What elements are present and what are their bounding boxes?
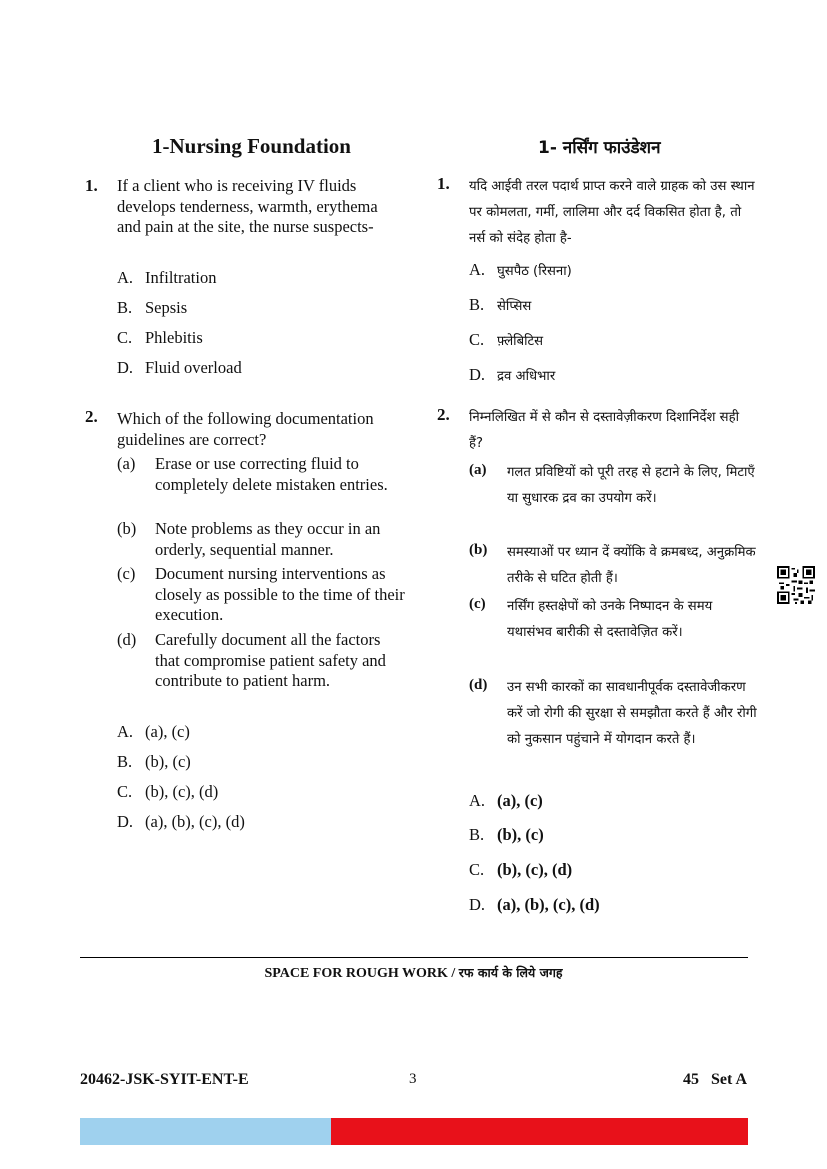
- option-letter: A.: [469, 260, 486, 279]
- statement-text: नर्सिंग हस्तक्षेपों को उनके निष्पादन के समय यथासंभव बारीकी से दस्तावेज़ित करें।: [507, 599, 713, 640]
- statement-label: (b): [117, 519, 137, 538]
- option-letter: D.: [117, 358, 134, 377]
- statement-text: Carefully document all the factors that compromise patient safety and contribute to patient harm.: [155, 630, 386, 690]
- statement-label: (a): [469, 462, 487, 478]
- option-c: [469, 860, 572, 880]
- set-label: 45 Set A: [683, 1071, 747, 1088]
- rough-work-hindi: रफ कार्य के लिये जगह: [458, 965, 563, 980]
- statement-label: (b): [469, 542, 488, 558]
- option-letter: D.: [469, 365, 486, 384]
- statement-text: Erase or use correcting fluid to completely delete mistaken entries.: [155, 454, 388, 494]
- statement-d: [469, 675, 759, 781]
- question-number: 1.: [85, 176, 98, 195]
- question-number: 1.: [437, 174, 450, 193]
- option-b: [117, 752, 191, 772]
- english-section-title: 1-Nursing Foundation: [152, 134, 351, 158]
- question-text: If a client who is receiving IV fluids develops tenderness, warmth, erythema and pain at the site, the nurse suspects-: [117, 176, 378, 236]
- statement-text: Document nursing interventions as closely as possible to the time of their execution.: [155, 564, 405, 624]
- option-text: (b), (c): [145, 752, 191, 771]
- option-letter: A.: [469, 791, 486, 810]
- qr-code-icon: [777, 566, 815, 604]
- option-text: (b), (c), (d): [145, 782, 219, 801]
- option-text: (a), (b), (c), (d): [145, 812, 245, 831]
- option-c: [117, 782, 218, 802]
- option-letter: B.: [117, 752, 133, 771]
- option-text: (a), (c): [145, 722, 190, 741]
- option-d: [117, 812, 245, 832]
- option-letter: B.: [469, 825, 485, 844]
- option-text: Infiltration: [145, 268, 217, 287]
- option-text: Fluid overload: [145, 358, 242, 377]
- option-letter: B.: [117, 298, 133, 317]
- footer-bar-blue: [80, 1118, 331, 1145]
- option-text: घुसपैठ (रिसना): [497, 264, 572, 279]
- statement-label: (d): [117, 630, 137, 649]
- statement-a: [117, 454, 407, 516]
- question-text: Which of the following documentation guidelines are correct?: [117, 409, 374, 449]
- option-c: [117, 328, 203, 348]
- option-b: [469, 295, 531, 315]
- statement-text: उन सभी कारकों का सावधानीपूर्वक दस्तावेजीकरण करें जो रोगी की सुरक्षा से समझौता करते हैं और रोगी को नुकसान पहुंचाने में योगदान करते हैं।: [507, 680, 757, 747]
- statement-label: (c): [469, 596, 486, 612]
- statement-c: [117, 564, 407, 626]
- option-text: (a), (c): [497, 791, 543, 810]
- option-d: [469, 365, 555, 385]
- hindi-section-title: 1- नर्सिंग फाउंडेशन: [538, 138, 661, 158]
- page-number: 3: [409, 1071, 417, 1087]
- question-text: यदि आईवी तरल पदार्थ प्राप्त करने वाले ग्राहक को उस स्थान पर कोमलता, गर्मी, लालिमा और दर्द विकसित होता है, तो नर्स को संदेह होता है-: [469, 179, 755, 246]
- option-b: [117, 298, 187, 318]
- option-a: [469, 260, 572, 280]
- option-letter: B.: [469, 295, 485, 314]
- option-text: सेप्सिस: [497, 299, 532, 314]
- option-c: [469, 330, 543, 350]
- option-letter: A.: [117, 268, 134, 287]
- option-letter: C.: [117, 782, 133, 801]
- option-letter: C.: [469, 860, 485, 879]
- option-text: द्रव अधिभार: [497, 369, 556, 384]
- statement-d: [117, 630, 407, 714]
- option-text: Phlebitis: [145, 328, 203, 347]
- option-d: [469, 895, 600, 915]
- question-1-hi: [437, 174, 757, 394]
- option-letter: C.: [117, 328, 133, 347]
- option-b: [469, 825, 544, 845]
- statement-text: Note problems as they occur in an orderly, sequential manner.: [155, 519, 381, 559]
- paper-code: 20462-JSK-SYIT-ENT-E: [80, 1071, 249, 1088]
- option-text: Sepsis: [145, 298, 188, 317]
- option-letter: D.: [117, 812, 134, 831]
- statement-label: (a): [117, 454, 136, 473]
- option-a: [117, 722, 190, 742]
- footer-bar-red: [331, 1118, 748, 1145]
- statement-label: (c): [117, 564, 136, 583]
- option-a: [117, 268, 216, 288]
- option-text: (b), (c): [497, 825, 544, 844]
- option-letter: A.: [117, 722, 134, 741]
- statement-a: [469, 460, 759, 540]
- statement-text: समस्याओं पर ध्यान दें क्योंकि वे क्रमबध्द, अनुक्रमिक तरीके से घटित होती हैं।: [507, 545, 756, 586]
- question-2-en: [85, 407, 405, 837]
- question-number: 2.: [437, 405, 450, 424]
- statement-b: [117, 519, 407, 561]
- question-1-en: [85, 176, 405, 386]
- question-number: 2.: [85, 407, 98, 426]
- option-letter: D.: [469, 895, 486, 914]
- option-text: (a), (b), (c), (d): [497, 895, 600, 914]
- option-a: [469, 791, 543, 811]
- rough-work-label: [0, 964, 827, 982]
- statement-label: (d): [469, 677, 488, 693]
- rough-work-english: SPACE FOR ROUGH WORK /: [264, 966, 456, 981]
- statement-b: [469, 540, 759, 594]
- question-text: निम्नलिखित में से कौन से दस्तावेज़ीकरण दिशानिर्देश सही हैं?: [469, 410, 739, 451]
- option-text: (b), (c), (d): [497, 860, 573, 879]
- option-d: [117, 358, 242, 378]
- statement-text: गलत प्रविष्टियों को पूरी तरह से हटाने के लिए, मिटाएँ या सुधारक द्रव का उपयोग करें।: [507, 465, 755, 506]
- option-text: फ़्लेबिटिस: [497, 334, 544, 349]
- option-letter: C.: [469, 330, 485, 349]
- question-2-hi: [437, 405, 757, 920]
- statement-c: [469, 594, 759, 674]
- rough-work-divider: [80, 957, 748, 958]
